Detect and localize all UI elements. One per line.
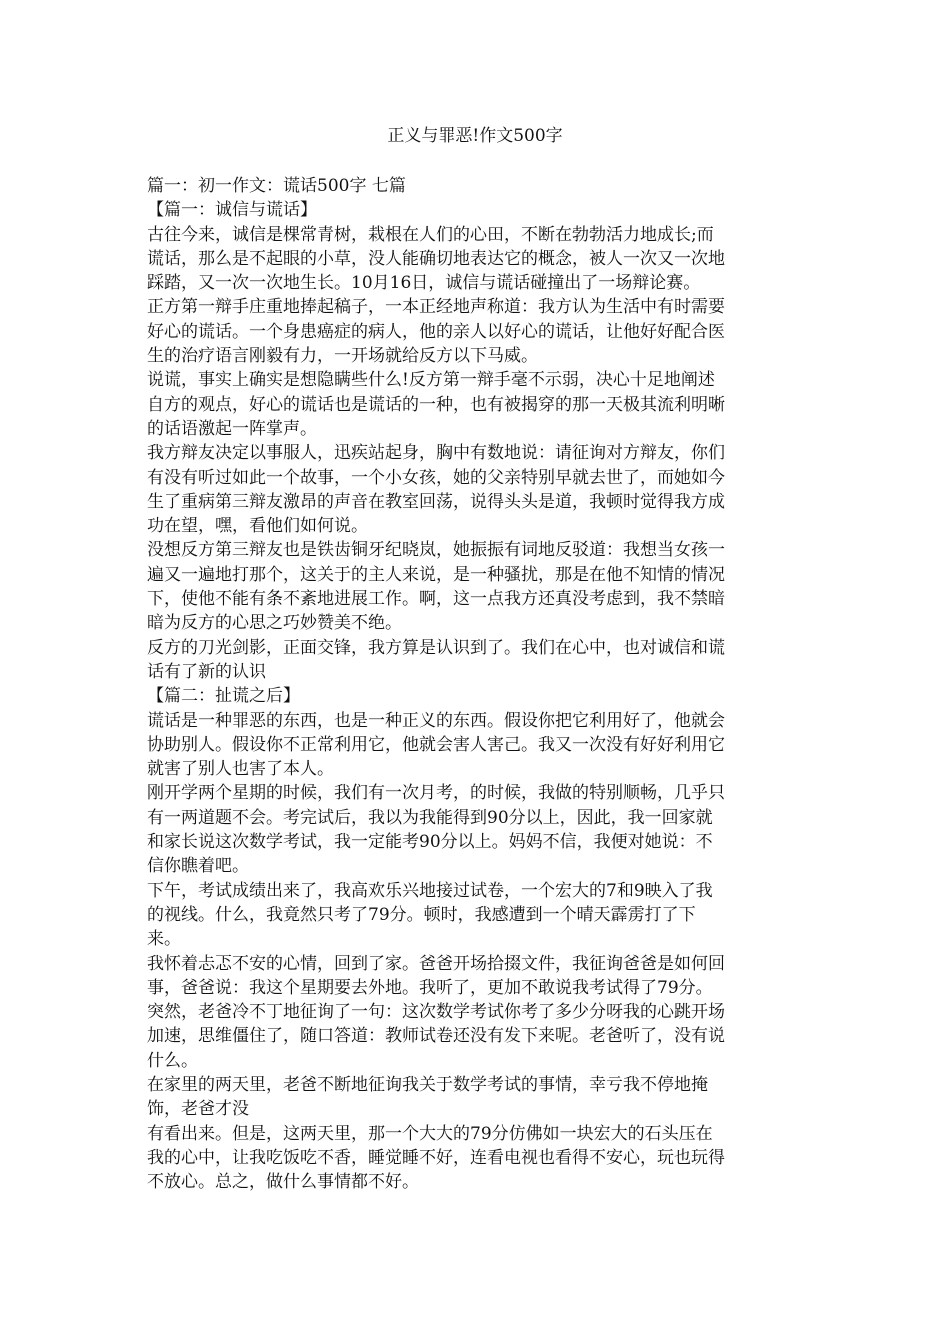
text-line: 篇一：初一作文：谎话500字 七篇 [147,176,406,196]
text-line: 正方第一辩手庄重地捧起稿子，一本正经地声称道：我方认为生活中有时需要 [147,297,725,318]
text-line: 好心的谎话。一个身患癌症的病人，他的亲人以好心的谎话，让他好好配合医 [147,321,725,342]
text-line: 突然，老爸冷不丁地征询了一句：这次数学考试你考了多少分呀我的心跳开场 [147,1002,725,1023]
text-line: 加速，思维僵住了，随口答道：教师试卷还没有发下来呢。老爸听了，没有说 [147,1026,725,1047]
text-line: 刚开学两个星期的时候，我们有一次月考，的时候，我做的特别顺畅，几乎只 [147,783,725,804]
text-line: 没想反方第三辩友也是铁齿铜牙纪晓岚，她振振有词地反驳道：我想当女孩一 [147,540,725,561]
text-line: 什么。 [147,1050,198,1071]
text-line: 古往今来，诚信是棵常青树，栽根在人们的心田，不断在勃勃活力地成长;而 [147,224,714,245]
text-line: 有看出来。但是，这两天里，那一个大大的79分仿佛如一块宏大的石头压在 [147,1123,713,1144]
text-line: 谎话，那么是不起眼的小草，没人能确切地表达它的概念，被人一次又一次地 [147,248,725,269]
text-line: 有一两道题不会。考完试后，我以为我能得到90分以上，因此，我一回家就 [147,807,713,828]
text-line: 下，使他不能有条不紊地进展工作。啊，这一点我方还真没考虑到，我不禁暗 [147,589,725,610]
text-line: 饰，老爸才没 [147,1099,249,1120]
text-line: 和家长说这次数学考试，我一定能考90分以上。妈妈不信，我便对她说：不 [147,832,713,853]
text-line: 反方的刀光剑影，正面交锋，我方算是认识到了。我们在心中，也对诚信和谎 [147,637,725,658]
text-line: 我的心中，让我吃饭吃不香，睡觉睡不好，连看电视也看得不安心，玩也玩得 [147,1147,725,1168]
text-line: 【篇二：扯谎之后】 [147,686,300,707]
text-line: 我怀着忐忑不安的心情，回到了家。爸爸开场拾掇文件，我征询爸爸是如何回 [147,953,725,974]
text-line: 信你瞧着吧。 [147,856,249,877]
text-line: 就害了别人也害了本人。 [147,759,334,780]
text-line: 事，爸爸说：我这个星期要去外地。我听了，更加不敢说我考试得了79分。 [147,977,713,998]
text-line: 生的治疗语言刚毅有力，一开场就给反方以下马威。 [147,346,538,367]
text-line: 的视线。什么，我竟然只考了79分。顿时，我感遭到一个晴天霹雳打了下 [147,904,696,925]
text-line: 谎话是一种罪恶的东西，也是一种正义的东西。假设你把它利用好了，他就会 [147,710,725,731]
text-line: 我方辩友决定以事服人，迅疾站起身，胸中有数地说：请征询对方辩友，你们 [147,443,725,464]
document-title: 正义与罪恶!作文500字 [387,126,563,146]
text-line: 有没有听过如此一个故事，一个小女孩，她的父亲特别早就去世了，而她如今 [147,467,725,488]
document-body [147,174,807,1194]
text-line: 功在望，嘿，看他们如何说。 [147,516,368,537]
text-line: 暗为反方的心思之巧妙赞美不绝。 [147,613,402,634]
text-line: 不放心。总之，做什么事情都不好。 [147,1172,419,1193]
text-line: 来。 [147,929,181,950]
text-line: 的话语激起一阵掌声。 [147,418,317,439]
text-line: 说谎，事实上确实是想隐瞒些什么!反方第一辩手毫不示弱，决心十足地阐述 [147,370,715,391]
text-line: 协助别人。假设你不正常利用它，他就会害人害己。我又一次没有好好利用它 [147,734,725,755]
text-line: 自方的观点，好心的谎话也是谎话的一种，也有被揭穿的那一天极其流利明晰 [147,394,725,415]
text-line: 踩踏，又一次一次地生长。10月16日，诚信与谎话碰撞出了一场辩论赛。 [147,273,701,294]
text-line: 话有了新的认识 [147,661,266,682]
text-line: 遍又一遍地打那个，这关于的主人来说，是一种骚扰，那是在他不知情的情况 [147,564,725,585]
text-line: 下午，考试成绩出来了，我高欢乐兴地接过试卷，一个宏大的7和9映入了我 [147,880,713,901]
text-line: 【篇一：诚信与谎话】 [147,200,317,221]
text-line: 在家里的两天里，老爸不断地征询我关于数学考试的事情，幸亏我不停地掩 [147,1074,708,1095]
text-line: 生了重病第三辩友激昂的声音在教室回荡，说得头头是道，我顿时觉得我方成 [147,491,725,512]
